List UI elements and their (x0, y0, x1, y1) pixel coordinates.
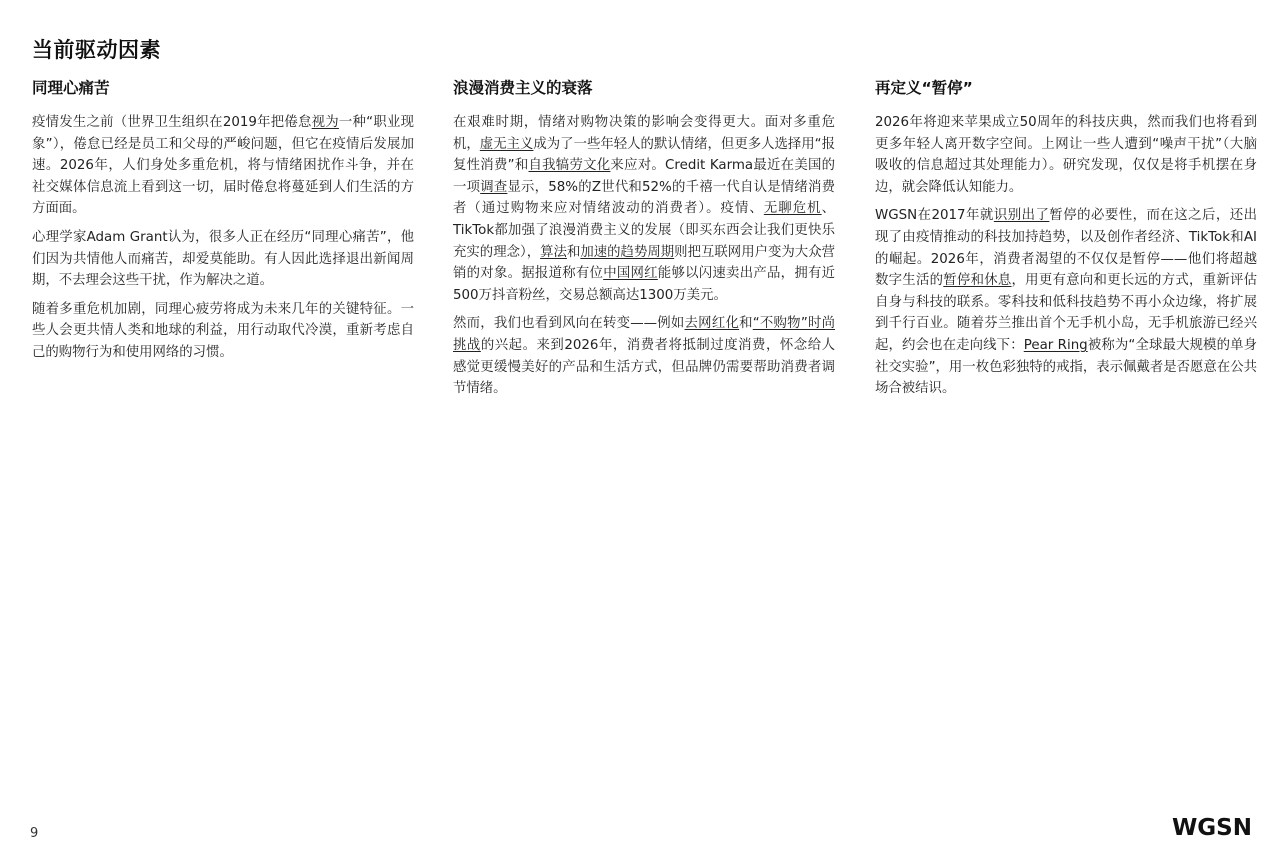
inline-link[interactable]: 视为 (311, 115, 339, 130)
page-number: 9 (30, 826, 39, 841)
paragraph-text: 的兴起。来到2026年，消费者将抵制过度消费，怀念给人感觉更缓慢美好的产品和生活方式，但品牌仍需要帮助消费者调节情绪。 (453, 337, 836, 397)
inline-link[interactable]: 去网红化 (684, 316, 740, 332)
paragraph (32, 299, 414, 364)
paragraph-text: 和 (739, 316, 753, 332)
column-redefine-pause (875, 78, 1257, 407)
paragraph-text: 2026年将迎来苹果成立50周年的科技庆典，然而我们也将看到更多年轻人离开数字空间。上网让一些人遭到“噪声干扰”（大脑吸收的信息超过其处理能力）。研究发现，仅仅是将手机摆在身边，就会降低认知能力。 (875, 115, 1257, 195)
inline-link[interactable]: 识别出了 (993, 208, 1050, 224)
paragraph-text: WGSN在2017年就 (875, 208, 994, 224)
paragraph-text: 则把互联网用户变为大众营销的对象。据报道称有位 (453, 244, 835, 282)
paragraph-text: 成为了一些年轻人的默认情绪，但更多人选择用“报复性消费”和 (453, 136, 836, 174)
paragraph-text: 能够以闪速卖出产品，拥有近500万抖音粉丝，交易总额高达1300万美元。 (453, 266, 836, 303)
paragraph (453, 112, 835, 306)
column-romantic-consumerism (453, 78, 835, 407)
paragraph-text: 显示，58%的Z世代和52%的千禧一代自认是情绪消费者（通过购物来应对情绪波动的消费者）。疫情、 (453, 179, 836, 217)
paragraph (453, 313, 835, 399)
column-heading: 浪漫消费主义的衰落 (453, 79, 593, 97)
wgsn-logo: WGSN (1171, 815, 1252, 841)
inline-link[interactable]: 自我犒劳文化 (528, 158, 611, 174)
paragraph-text: 被称为“全球最大规模的单身社交实验”，用一枚色彩独特的戒指，表示佩戴者是否愿意在公共场合被结识。 (875, 337, 1258, 397)
paragraph-text: 心理学家Adam Grant认为，很多人正在经历“同理心痛苦”，他们因为共情他人而痛苦，却爱莫能助。有人因此选择退出新闻周期，不去理会这些干扰，作为解决之道。 (32, 229, 414, 289)
paragraph-text: 、TikTok都加强了浪漫消费主义的发展（即买东西会让我们更快乐充实的理念）， (453, 201, 835, 260)
paragraph-text: ，用更有意向和更长远的方式，重新评估自身与科技的联系。零科技和低科技趋势不再小众边缘，将扩展到千行百业。随着芬兰推出首个无手机小岛，无手机旅游已经兴起，约会也在走向线下： (875, 273, 1258, 353)
paragraph (32, 112, 414, 220)
column-heading: 同理心痛苦 (32, 79, 110, 97)
paragraph-text: 疫情发生之前（世界卫生组织在2019年把倦怠 (32, 115, 312, 130)
paragraph-text: 暂停的必要性，而在这之后，还出现了由疫情推动的科技加持趋势，以及创作者经济、TikTok和AI的崛起。2026年，消费者渴望的不仅仅是暂停——他们将超越数字生活的 (875, 208, 1258, 289)
inline-link[interactable]: 虚无主义 (479, 136, 534, 152)
inline-link[interactable]: Pear Ring (1023, 337, 1088, 353)
inline-link[interactable]: 中国网红 (603, 266, 658, 282)
paragraph-text: 一种“职业现象”），倦怠已经是员工和父母的严峻问题，但它在疫情后发展加速。2026年，人们身处多重危机，将与情绪困扰作斗争，并在社交媒体信息流上看到这一切，届时倦怠将蔓延到人们生活的方方面面。 (32, 115, 415, 217)
paragraph-text: 然而，我们也看到风向在转变——例如 (453, 316, 685, 332)
inline-link[interactable]: 暂停和休息 (943, 273, 1012, 289)
inline-link[interactable]: 算法 (540, 244, 567, 260)
inline-link[interactable]: 调查 (480, 179, 508, 195)
paragraph-text: 和 (566, 244, 581, 260)
column-empathy-distress (32, 78, 414, 371)
paragraph-text: 在艰难时期，情绪对购物决策的影响会变得更大。面对多重危机， (453, 115, 835, 152)
paragraph (875, 205, 1257, 399)
inline-link[interactable]: 无聊危机 (763, 201, 822, 217)
paragraph (875, 112, 1257, 198)
inline-link[interactable]: “不购物”时尚挑战 (453, 316, 836, 353)
paragraph-text: 随着多重危机加剧，同理心疲劳将成为未来几年的关键特征。一些人会更共情人类和地球的利益，用行动取代冷漠，重新考虑自己的购物行为和使用网络的习惯。 (32, 301, 414, 360)
inline-link[interactable]: 加速的趋势周期 (580, 244, 675, 260)
paragraph-text: 来应对。Credit Karma最近在美国的一项 (453, 158, 836, 195)
column-heading: 再定义“暂停” (875, 79, 973, 97)
paragraph (32, 227, 414, 292)
page-title: 当前驱动因素 (32, 38, 161, 62)
